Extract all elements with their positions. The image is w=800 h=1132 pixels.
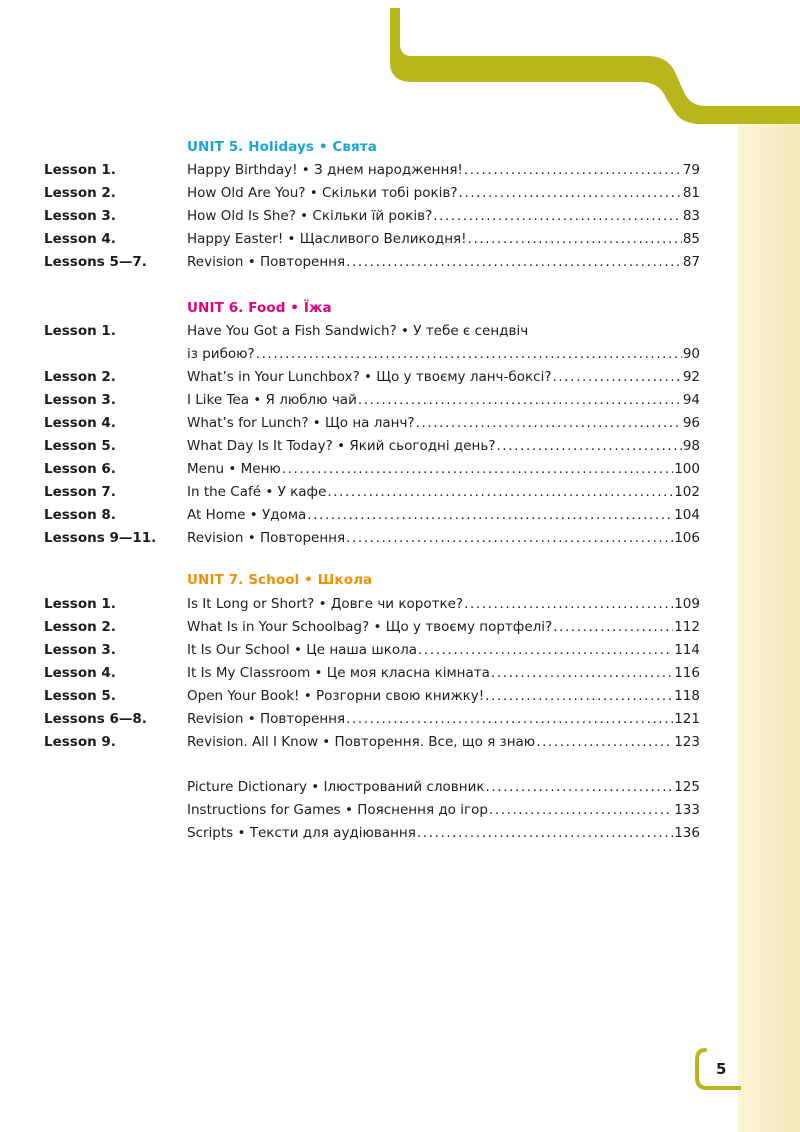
toc-row-appendix	[44, 776, 700, 798]
lesson-title: Happy Birthday! • З днем народження!	[187, 162, 463, 178]
lesson-title: Menu • Меню	[187, 461, 281, 477]
page-number: 5	[716, 1060, 727, 1078]
toc-row-continuation	[44, 343, 700, 365]
toc-row-appendix	[44, 822, 700, 844]
lesson-title: What Day Is It Today? • Який сьогодні день?	[187, 438, 496, 454]
dot-leader	[346, 708, 673, 730]
dot-leader	[497, 435, 682, 457]
page-ref: 81	[682, 185, 700, 201]
lesson-label: Lesson 1.	[44, 596, 116, 612]
dot-leader	[485, 685, 673, 707]
header-decoration	[0, 0, 800, 130]
lesson-label: Lesson 1.	[44, 323, 116, 339]
page-ref: 121	[674, 711, 700, 727]
dot-leader	[416, 412, 682, 434]
unit-heading: UNIT 7. School • Школа	[187, 572, 373, 588]
dot-leader	[417, 822, 673, 844]
page-ref: 100	[674, 461, 700, 477]
dot-leader	[418, 639, 673, 661]
toc-row	[44, 389, 700, 411]
page-ref: 114	[674, 642, 700, 658]
lesson-label: Lesson 3.	[44, 208, 116, 224]
dot-leader	[468, 228, 682, 250]
page-ref: 136	[674, 825, 700, 841]
unit-heading: UNIT 5. Holidays • Свята	[187, 139, 377, 155]
lesson-title: Open Your Book! • Розгорни свою книжку!	[187, 688, 485, 704]
toc-row	[44, 251, 700, 273]
page-ref: 118	[674, 688, 700, 704]
dot-leader	[464, 593, 673, 615]
lesson-label: Lesson 2.	[44, 619, 116, 635]
dot-leader	[486, 776, 674, 798]
toc-row	[44, 481, 700, 503]
page-ref: 94	[682, 392, 700, 408]
dot-leader	[489, 799, 673, 821]
toc-row	[44, 458, 700, 480]
lesson-label: Lesson 6.	[44, 461, 116, 477]
dot-leader	[464, 159, 682, 181]
lesson-label: Lessons 9—11.	[44, 530, 157, 546]
page-ref: 106	[674, 530, 700, 546]
toc-row	[44, 504, 700, 526]
toc-row	[44, 593, 700, 615]
page-ref: 96	[682, 415, 700, 431]
toc-row	[44, 527, 700, 549]
toc-row	[44, 228, 700, 250]
lesson-label: Lesson 8.	[44, 507, 116, 523]
page-ref: 116	[674, 665, 700, 681]
lesson-label: Lessons 5—7.	[44, 254, 147, 270]
lesson-title: Happy Easter! • Щасливого Великодня!	[187, 231, 467, 247]
toc-row	[44, 366, 700, 388]
lesson-label: Lesson 4.	[44, 415, 116, 431]
lesson-label: Lesson 1.	[44, 162, 116, 178]
page-ref: 104	[674, 507, 700, 523]
toc-row	[44, 435, 700, 457]
toc-row	[44, 731, 700, 753]
toc-row	[44, 708, 700, 730]
toc-row	[44, 685, 700, 707]
lesson-label: Lesson 7.	[44, 484, 116, 500]
page-ref: 85	[682, 231, 700, 247]
lesson-title: Have You Got a Fish Sandwich? • У тебе є сендвіч	[187, 323, 529, 339]
dot-leader	[282, 458, 673, 480]
lesson-title: It Is My Classroom • Це моя класна кімната	[187, 665, 490, 681]
dot-leader	[358, 389, 682, 411]
dot-leader	[536, 731, 673, 753]
dot-leader	[491, 662, 673, 684]
lesson-label: Lesson 4.	[44, 665, 116, 681]
toc-row	[44, 159, 700, 181]
lesson-label: Lesson 2.	[44, 185, 116, 201]
lesson-title: In the Café • У кафе	[187, 484, 327, 500]
lesson-label: Lesson 2.	[44, 369, 116, 385]
lesson-title: It Is Our School • Це наша школа	[187, 642, 418, 658]
toc-row	[44, 182, 700, 204]
toc-row	[44, 616, 700, 638]
dot-leader	[307, 504, 673, 526]
page-ref: 83	[682, 208, 700, 224]
toc-row-first-line	[44, 320, 700, 342]
toc-row-appendix	[44, 799, 700, 821]
lesson-title: At Home • Удома	[187, 507, 307, 523]
page-ref: 125	[674, 779, 700, 795]
dot-leader	[256, 343, 682, 365]
dot-leader	[327, 481, 673, 503]
appendix-title: Picture Dictionary • Ілюстрований словник	[187, 779, 485, 795]
lesson-title: What’s for Lunch? • Що на ланч?	[187, 415, 415, 431]
lesson-label: Lesson 3.	[44, 642, 116, 658]
page-ref: 87	[682, 254, 700, 270]
lesson-title: I Like Tea • Я люблю чай	[187, 392, 357, 408]
side-stripe	[738, 110, 800, 1132]
unit-heading: UNIT 6. Food • Їжа	[187, 300, 332, 316]
page-ref: 112	[674, 619, 700, 635]
lesson-title: How Old Are You? • Скільки тобі років?	[187, 185, 458, 201]
lesson-title: What’s in Your Lunchbox? • Що у твоєму ланч-боксі?	[187, 369, 552, 385]
lesson-title: Revision • Повторення	[187, 711, 346, 727]
page-ref: 90	[682, 346, 700, 362]
page-ref: 92	[682, 369, 700, 385]
page-ref: 102	[674, 484, 700, 500]
dot-leader	[553, 366, 682, 388]
page-ref: 109	[674, 596, 700, 612]
dot-leader	[346, 527, 673, 549]
dot-leader	[459, 182, 682, 204]
toc-row	[44, 412, 700, 434]
dot-leader	[346, 251, 682, 273]
toc-row	[44, 639, 700, 661]
lesson-title: How Old Is She? • Скільки їй років?	[187, 208, 433, 224]
appendix-title: Instructions for Games • Пояснення до ігор	[187, 802, 488, 818]
appendix-title: Scripts • Тексти для аудіювання	[187, 825, 416, 841]
page-ref: 123	[674, 734, 700, 750]
lesson-label: Lesson 5.	[44, 438, 116, 454]
lesson-title: Revision • Повторення	[187, 254, 346, 270]
lesson-label: Lesson 5.	[44, 688, 116, 704]
toc-row	[44, 205, 700, 227]
page-ref: 79	[682, 162, 700, 178]
dot-leader	[553, 616, 673, 638]
lesson-label: Lesson 3.	[44, 392, 116, 408]
lesson-title: Revision • Повторення	[187, 530, 346, 546]
lesson-label: Lessons 6—8.	[44, 711, 147, 727]
lesson-title: Revision. All I Know • Повторення. Все, що я знаю	[187, 734, 536, 750]
lesson-label: Lesson 4.	[44, 231, 116, 247]
lesson-title: Is It Long or Short? • Довге чи коротке?	[187, 596, 464, 612]
toc-row	[44, 662, 700, 684]
dot-leader	[433, 205, 682, 227]
page-ref: 133	[674, 802, 700, 818]
lesson-label: Lesson 9.	[44, 734, 116, 750]
lesson-title: What Is in Your Schoolbag? • Що у твоєму портфелі?	[187, 619, 553, 635]
lesson-title: із рибою?	[187, 346, 255, 362]
page-ref: 98	[682, 438, 700, 454]
